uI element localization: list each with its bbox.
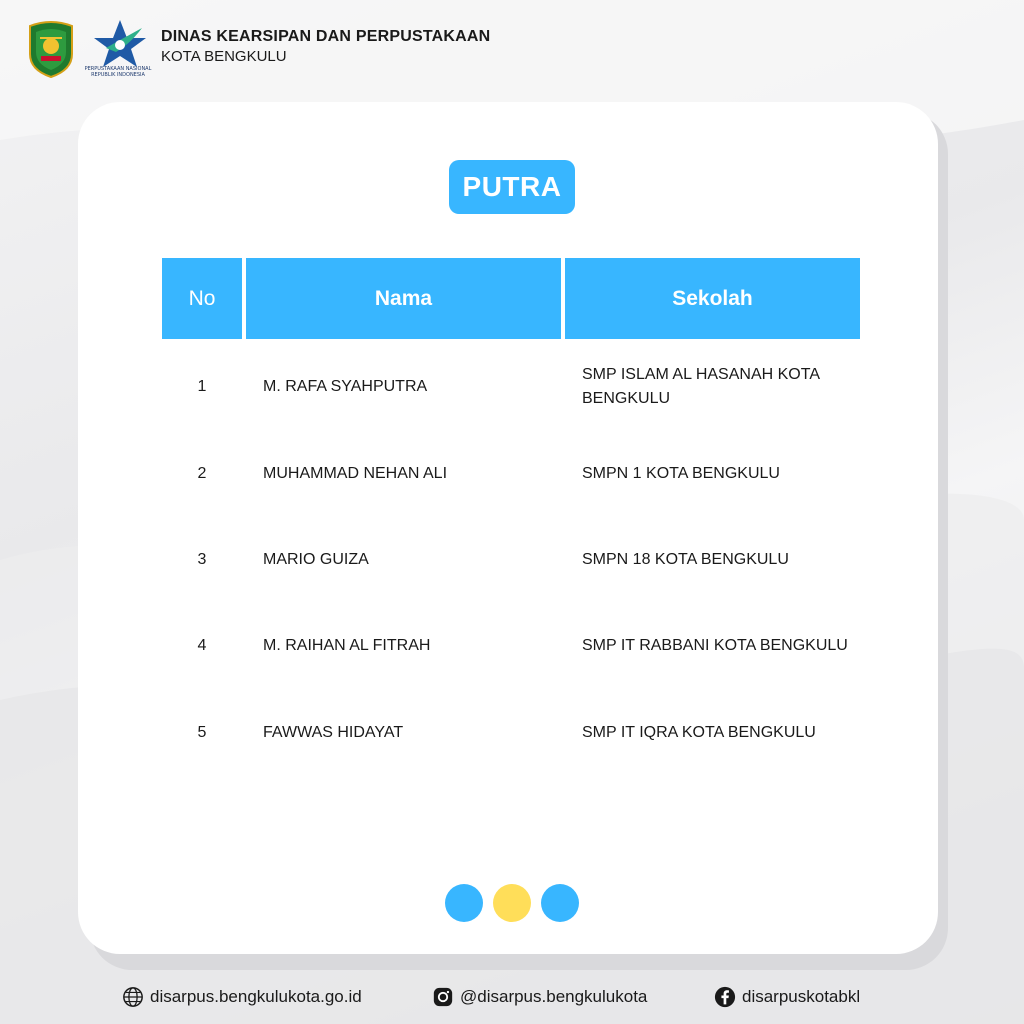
globe-icon (122, 986, 144, 1008)
table-row (162, 622, 860, 670)
regional-crest-icon (26, 20, 76, 78)
org-name: DINAS KEARSIPAN DAN PERPUSTAKAAN (161, 28, 491, 45)
footer-website[interactable] (122, 985, 362, 1009)
cell-no: 5 (197, 724, 207, 741)
table-row (162, 363, 860, 411)
cell-no: 2 (197, 465, 207, 482)
column-header-no: No (162, 258, 242, 339)
cell-nama: MARIO GUIZA (263, 551, 369, 568)
page-dot (493, 884, 531, 922)
title-badge: PUTRA (449, 160, 575, 214)
footer-facebook-text: disarpuskotabkl (742, 987, 861, 1006)
table-row (162, 536, 860, 584)
footer-facebook[interactable] (714, 985, 860, 1009)
column-header-nama: Nama (246, 258, 561, 339)
cell-nama: M. RAIHAN AL FITRAH (263, 637, 431, 654)
logo-caption-sub: REPUBLIK INDONESIA (91, 72, 145, 78)
cell-nama: FAWWAS HIDAYAT (263, 724, 404, 741)
footer-website-text: disarpus.bengkulukota.go.id (150, 987, 362, 1006)
cell-sekolah: SMPN 18 KOTA BENGKULU (582, 551, 789, 568)
cell-sekolah: SMP IT IQRA KOTA BENGKULU (582, 724, 816, 741)
logo-caption (80, 66, 156, 78)
cell-no: 1 (197, 378, 207, 395)
cell-sekolah: SMPN 1 KOTA BENGKULU (582, 465, 780, 482)
instagram-icon (432, 986, 454, 1008)
logo-caption-main: PERPUSTAKAAN NASIONAL (84, 66, 152, 72)
cell-sekolah: SMP IT RABBANI KOTA BENGKULU (582, 637, 848, 654)
cell-nama: MUHAMMAD NEHAN ALI (263, 465, 448, 482)
page-dot (541, 884, 579, 922)
page-dot (445, 884, 483, 922)
footer-instagram-text: @disarpus.bengkulukota (460, 987, 648, 1006)
facebook-icon (714, 986, 736, 1008)
cell-no: 4 (197, 637, 207, 654)
cell-nama: M. RAFA SYAHPUTRA (263, 378, 428, 395)
cell-sekolah: SMP ISLAM AL HASANAH KOTA BENGKULU (582, 366, 820, 407)
content-card (78, 102, 938, 954)
org-city: KOTA BENGKULU (161, 48, 287, 65)
column-header-sekolah: Sekolah (565, 258, 860, 339)
table-row (162, 709, 860, 757)
footer-instagram[interactable] (432, 985, 647, 1009)
cell-no: 3 (197, 551, 207, 568)
table-row (162, 450, 860, 498)
